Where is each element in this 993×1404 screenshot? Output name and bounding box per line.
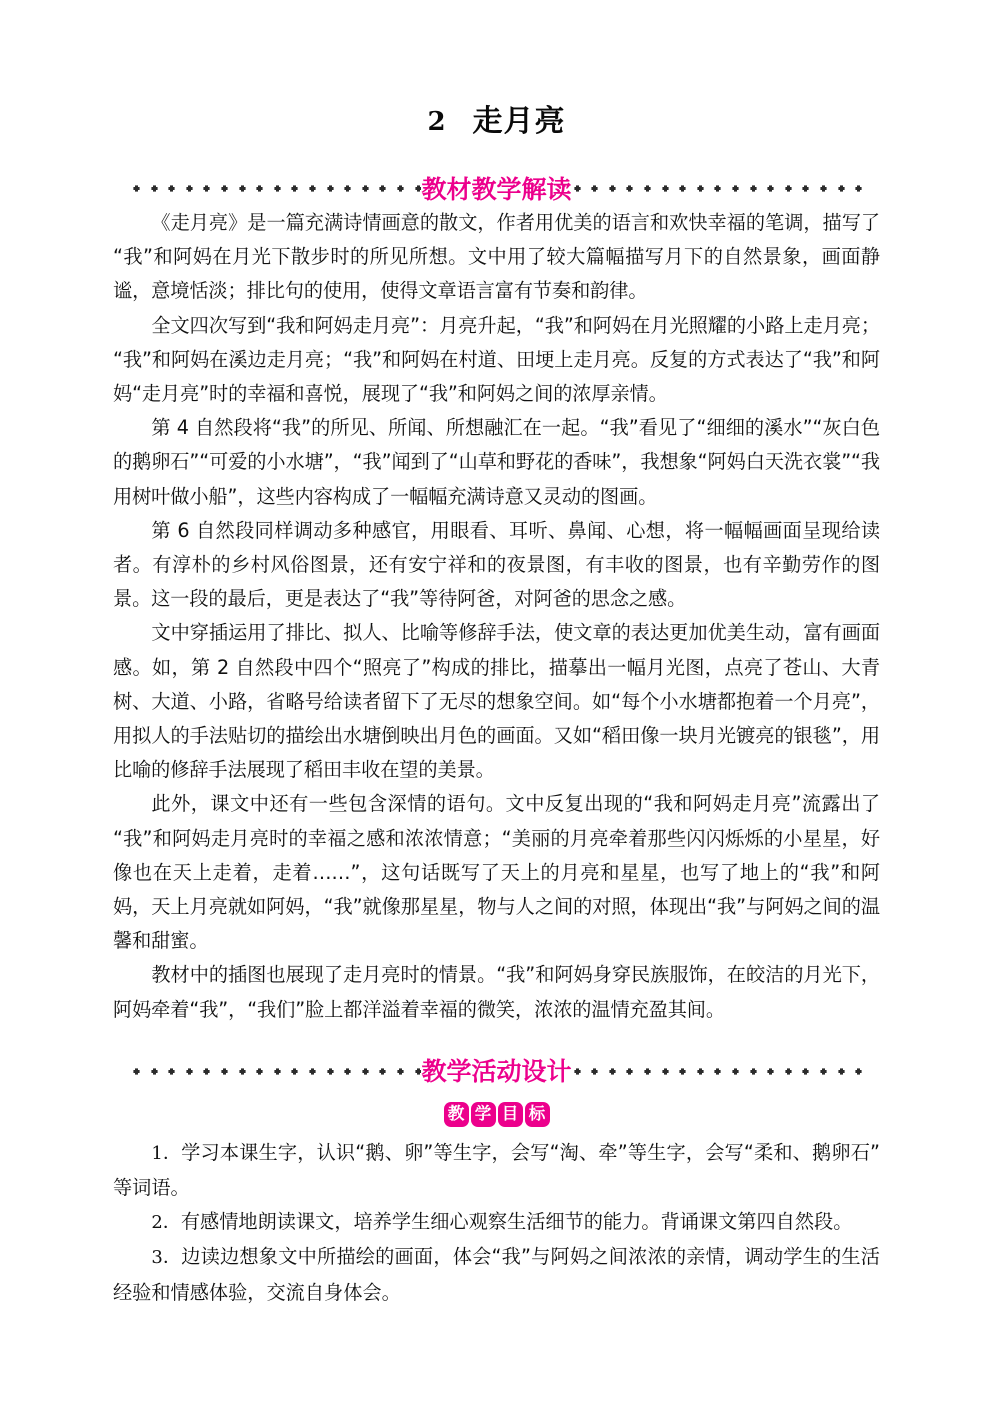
paragraph: 教材中的插图也展现了走月亮时的情景。“我”和阿妈身穿民族服饰，在皎洁的月光下，阿妈牵着“我”，“我们”脸上都洋溢着幸福的微笑，浓浓的温情充盈其间。 xyxy=(113,963,880,1021)
objective-number: 3． xyxy=(151,1247,182,1269)
objective-item xyxy=(113,1240,880,1309)
section-header-teaching-activity-design xyxy=(113,1057,880,1089)
objective-text: 学习本课生字，认识“鹅、卵”等生字，会写“淘、牵”等生字，会写“柔和、鹅卵石”等词语。 xyxy=(113,1140,880,1200)
badge-char: 目 xyxy=(498,1102,523,1127)
badge-char: 学 xyxy=(471,1102,496,1127)
section-body-teaching-interpretation xyxy=(113,206,880,1027)
paragraph: 第 6 自然段同样调动多种感官，用眼看、耳听、鼻闻、心想，将一幅幅画面呈现给读者。有淳朴的乡村风俗图景，还有安宁祥和的夜景图，有丰收的图景，也有辛勤劳作的图景。这一段的最后，更是表达了“我”等待阿爸，对阿爸的思念之感。 xyxy=(113,518,880,611)
dot-rule-left xyxy=(113,183,421,197)
dot-rule-right xyxy=(573,1066,881,1080)
paragraph: 《走月亮》是一篇充满诗情画意的散文，作者用优美的语言和欢快幸福的笔调，描写了“我”和阿妈在月光下散步时的所见所想。文中用了较大篇幅描写月下的自然景象，画面静谧，意境恬淡；排比句的使用，使得文章语言富有节奏和韵律。 xyxy=(113,211,880,303)
badge-char: 标 xyxy=(525,1102,550,1127)
objective-number: 1． xyxy=(151,1142,182,1164)
badge-char: 教 xyxy=(444,1102,469,1127)
dot-rule-left xyxy=(113,1066,421,1080)
section-heading-label: 教材教学解读 xyxy=(421,174,572,204)
page-title xyxy=(113,0,880,138)
objective-item xyxy=(113,1205,880,1240)
paragraph: 文中穿插运用了排比、拟人、比喻等修辞手法，使文章的表达更加优美生动，富有画面感。如，第 2 自然段中四个“照亮了”构成的排比，描摹出一幅月光图，点亮了苍山、大青树、大道、小路，省略号给读者留下了无尽的想象空间。如“每个小水塘都抱着一个月亮”，用拟人的手法贴切的描绘出水塘倒映出月色的画面。又如“稻田像一块月光镀亮的银毯”，用比喻的修辞手法展现了稻田丰收在望的美景。 xyxy=(113,621,880,782)
objective-text: 有感情地朗读课文，培养学生细心观察生活细节的能力。背诵课文第四自然段。 xyxy=(180,1210,853,1234)
paragraph: 此外，课文中还有一些包含深情的语句。文中反复出现的“我和阿妈走月亮”流露出了“我”和阿妈走月亮时的幸福之感和浓浓情意；“美丽的月亮牵着那些闪闪烁烁的小星星，好像也在天上走着，走着……”，这句话既写了天上的月亮和星星，也写了地上的“我”和阿妈，天上月亮就如阿妈，“我”就像那星星，物与人之间的对照，体现出“我”与阿妈之间的温馨和甜蜜。 xyxy=(113,792,880,953)
teaching-objectives-list xyxy=(113,1136,880,1310)
objective-text: 边读边想象文中所描绘的画面，体会“我”与阿妈之间浓浓的亲情，调动学生的生活经验和情感体验，交流自身体会。 xyxy=(113,1245,880,1304)
lesson-title-text: 走月亮 xyxy=(472,104,566,139)
objective-number: 2． xyxy=(151,1212,181,1234)
objective-item xyxy=(113,1136,880,1205)
paragraph: 第 4 自然段将“我”的所见、所闻、所想融汇在一起。“我”看见了“细细的溪水”“灰白色的鹅卵石”“可爱的小水塘”，“我”闻到了“山草和野花的香味”，我想象“阿妈白天洗衣裳”“我用树叶做小船”，这些内容构成了一幅幅充满诗意又灵动的图画。 xyxy=(113,416,880,508)
teaching-objectives-badge xyxy=(113,1102,880,1127)
lesson-number: 2 xyxy=(427,107,447,137)
section-header-teaching-interpretation xyxy=(113,174,880,206)
dot-rule-right xyxy=(573,183,881,197)
paragraph: 全文四次写到“我和阿妈走月亮”：月亮升起，“我”和阿妈在月光照耀的小路上走月亮；“我”和阿妈在溪边走月亮；“我”和阿妈在村道、田埂上走月亮。反复的方式表达了“我”和阿妈“走月亮”时的幸福和喜悦，展现了“我”和阿妈之间的浓厚亲情。 xyxy=(113,313,880,406)
section-heading-label: 教学活动设计 xyxy=(421,1057,572,1087)
